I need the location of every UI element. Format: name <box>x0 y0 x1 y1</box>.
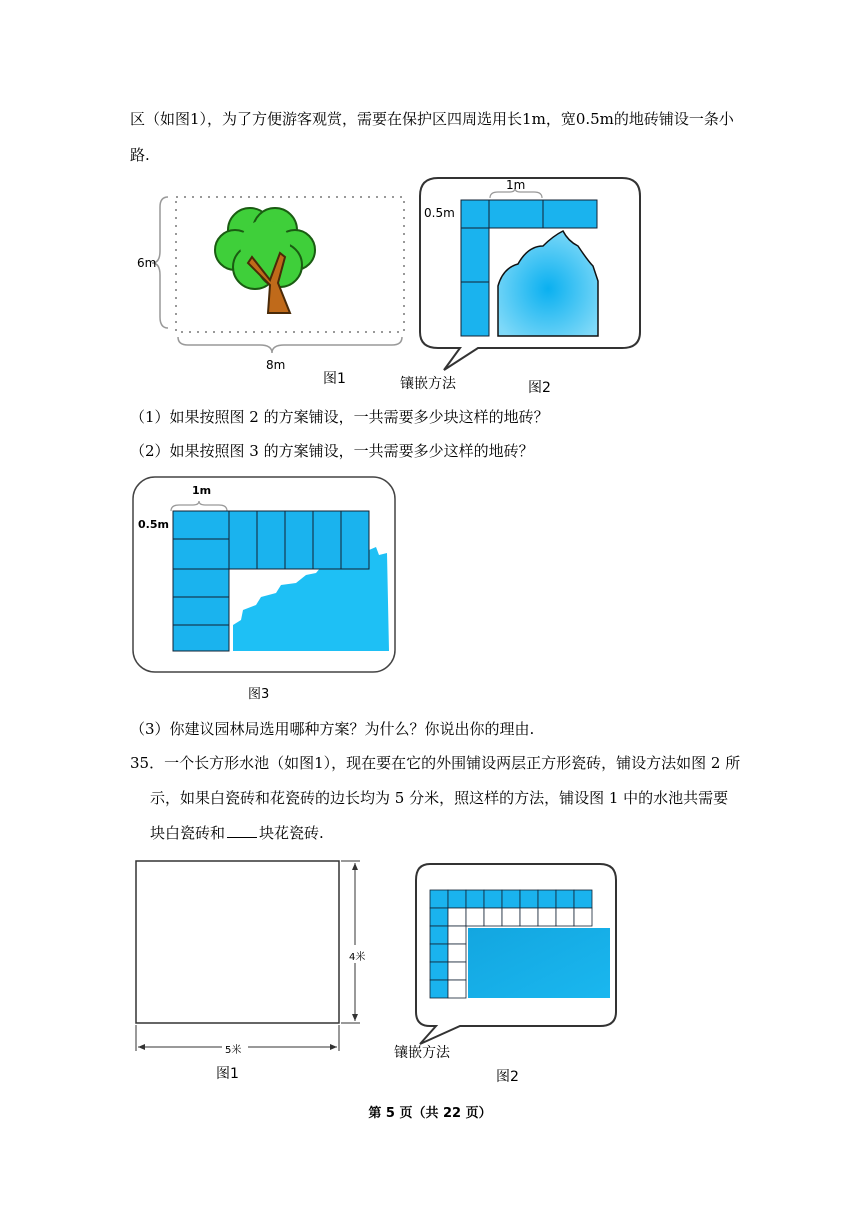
figure-3-tiling <box>131 475 399 675</box>
fig5-callout-label: 镶嵌方法 <box>394 1045 450 1061</box>
pool-area <box>468 928 610 998</box>
fig2-caption: 图2 <box>528 380 551 396</box>
page-footer: 第 5 页（共 22 页） <box>368 1106 492 1121</box>
fig5-caption: 图2 <box>496 1069 519 1085</box>
fig4-height-label: 4米 <box>349 952 366 963</box>
width-brace <box>178 337 402 353</box>
figure-4-pool <box>130 855 380 1065</box>
tile-column-left <box>173 539 229 651</box>
tile-row-top <box>461 200 597 228</box>
q34-sub2: （2）如果按照图 3 的方案铺设，一共需要多少这样的地砖？ <box>130 442 534 460</box>
fig2-width-label: 0.5m <box>424 206 455 220</box>
q35-text-line2: 示，如果白瓷砖和花瓷砖的边长均为 5 分米，照这样的方法，铺设图 1 中的水池共需要 <box>150 789 729 807</box>
q35-text-part-b: 块花瓷砖. <box>259 824 324 842</box>
fig3-caption: 图3 <box>248 687 270 702</box>
fig4-caption: 图1 <box>216 1066 239 1082</box>
answer-blank <box>227 837 257 838</box>
q34-sub3: （3）你建议园林局选用哪种方案？为什么？你说出你的理由. <box>130 720 535 738</box>
q35-text-line1: 35．一个长方形水池（如图1），现在要在它的外围铺设两层正方形瓷砖，铺设方法如图 2 所 <box>130 754 741 772</box>
q35-text-part-a: 块白瓷砖和 <box>150 824 226 842</box>
tree-icon <box>215 208 315 313</box>
fig4-width-label: 5米 <box>225 1045 242 1056</box>
fig2-callout-label: 镶嵌方法 <box>400 376 456 392</box>
figure-1-park <box>130 185 420 385</box>
q34-sub1: （1）如果按照图 2 的方案铺设，一共需要多少块这样的地砖？ <box>130 408 549 426</box>
tile-column-left <box>461 228 489 336</box>
q35-text-line3 <box>150 822 324 843</box>
q34-text-line1: 区（如图1），为了方便游客观赏，需要在保护区四周选用长1m，宽0.5m的地砖铺设一条小 <box>130 110 734 128</box>
fig2-length-label: 1m <box>506 178 526 192</box>
fig3-length-label: 1m <box>192 484 212 497</box>
fig1-caption: 图1 <box>323 371 346 387</box>
fig1-height-label: 6m <box>137 256 157 270</box>
fig3-width-label: 0.5m <box>138 518 169 531</box>
pool-rectangle <box>136 861 339 1023</box>
figure-5-tiling <box>412 862 622 1052</box>
fig1-width-label: 8m <box>266 358 286 372</box>
q34-text-line2: 路. <box>130 146 150 164</box>
